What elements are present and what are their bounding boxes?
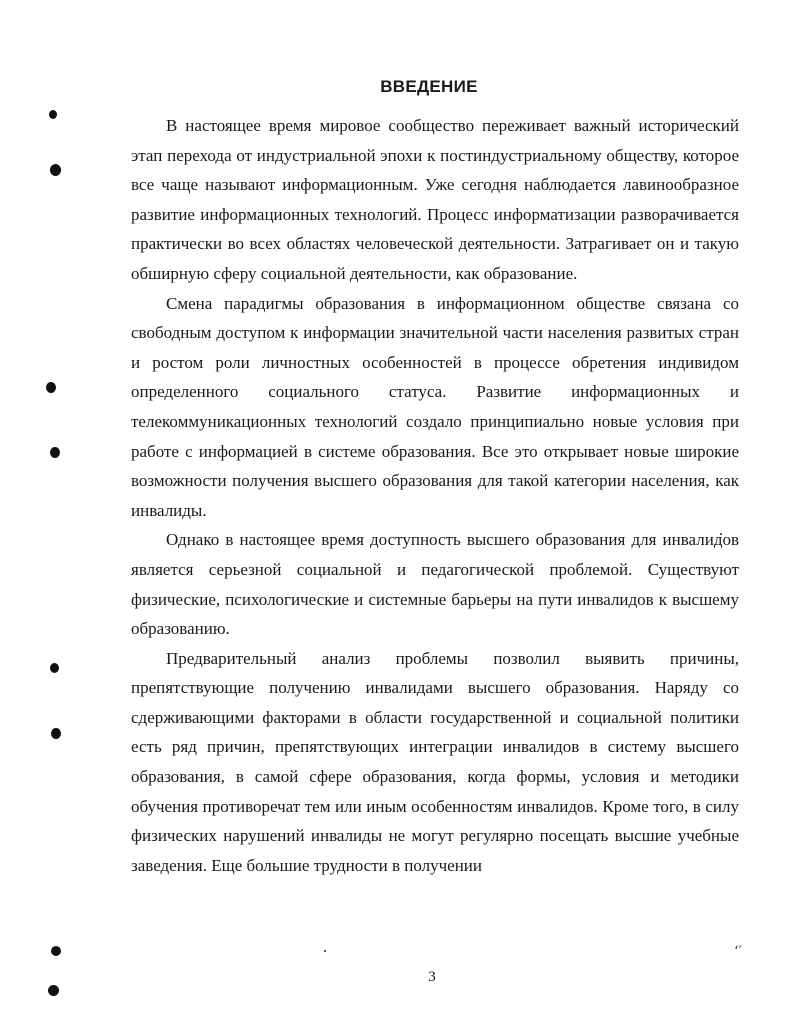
- punch-hole-mark: [50, 164, 61, 176]
- punch-hole-mark: [46, 382, 56, 393]
- punch-hole-mark: [48, 985, 59, 996]
- punch-hole-mark: [51, 728, 61, 739]
- scan-speck: ‘′: [734, 944, 742, 960]
- page-title: ВВЕДЕНИЕ: [380, 77, 478, 97]
- paragraph: Смена парадигмы образования в информационном обществе связана со свободным доступом к информации значительной части населения развитых стран и ростом роли личностных особенностей в процессе обретения индивидом определенного социального статуса. Развитие информационных и телекоммуникационных технологий создало принципиально новые условия при работе с информацией в системе образования. Все это открывает новые широкие возможности получения высшего образования для такой категории населения, как инвалиды.: [131, 293, 739, 520]
- page-number: 3: [428, 969, 436, 985]
- punch-hole-mark: [51, 946, 61, 956]
- body-text: [131, 111, 739, 880]
- paragraph: Предварительный анализ проблемы позволил выявить причины, препятствующие получению инвалидами высшего образования. Наряду со сдерживающими факторами в области государственной и социальной политики есть ряд причин, препятствующих интеграции инвалидов в систему высшего образования, в самой сфере образования, когда формы, условия и методики обучения противоречат тем или иным особенностям инвалидов. Кроме того, в силу физических нарушений инвалиды не могут регулярно посещать высшие учебные заведения. Еще большие трудности в получении: [131, 648, 739, 875]
- punch-hole-mark: [49, 110, 57, 119]
- punch-hole-mark: [50, 447, 60, 458]
- punch-hole-mark: [50, 663, 59, 673]
- scan-speck: [324, 950, 326, 952]
- paragraph: В настоящее время мировое сообщество переживает важный исторический этап перехода от индустриальной эпохи к постиндустриальному обществу, которое все чаще называют информационным. Уже сегодня наблюдается лавинообразное развитие информационных технологий. Процесс информатизации разворачивается практически во всех областях человеческой деятельности. Затрагивает он и такую обширную сферу социальной деятельности, как образование.: [131, 116, 739, 283]
- paragraph: Однако в настоящее время доступность высшего образования для инвалидов является серьезной социальной и педагогической проблемой. Существуют физические, психологические и системные барьеры на пути инвалидов к высшему образованию.: [131, 530, 739, 639]
